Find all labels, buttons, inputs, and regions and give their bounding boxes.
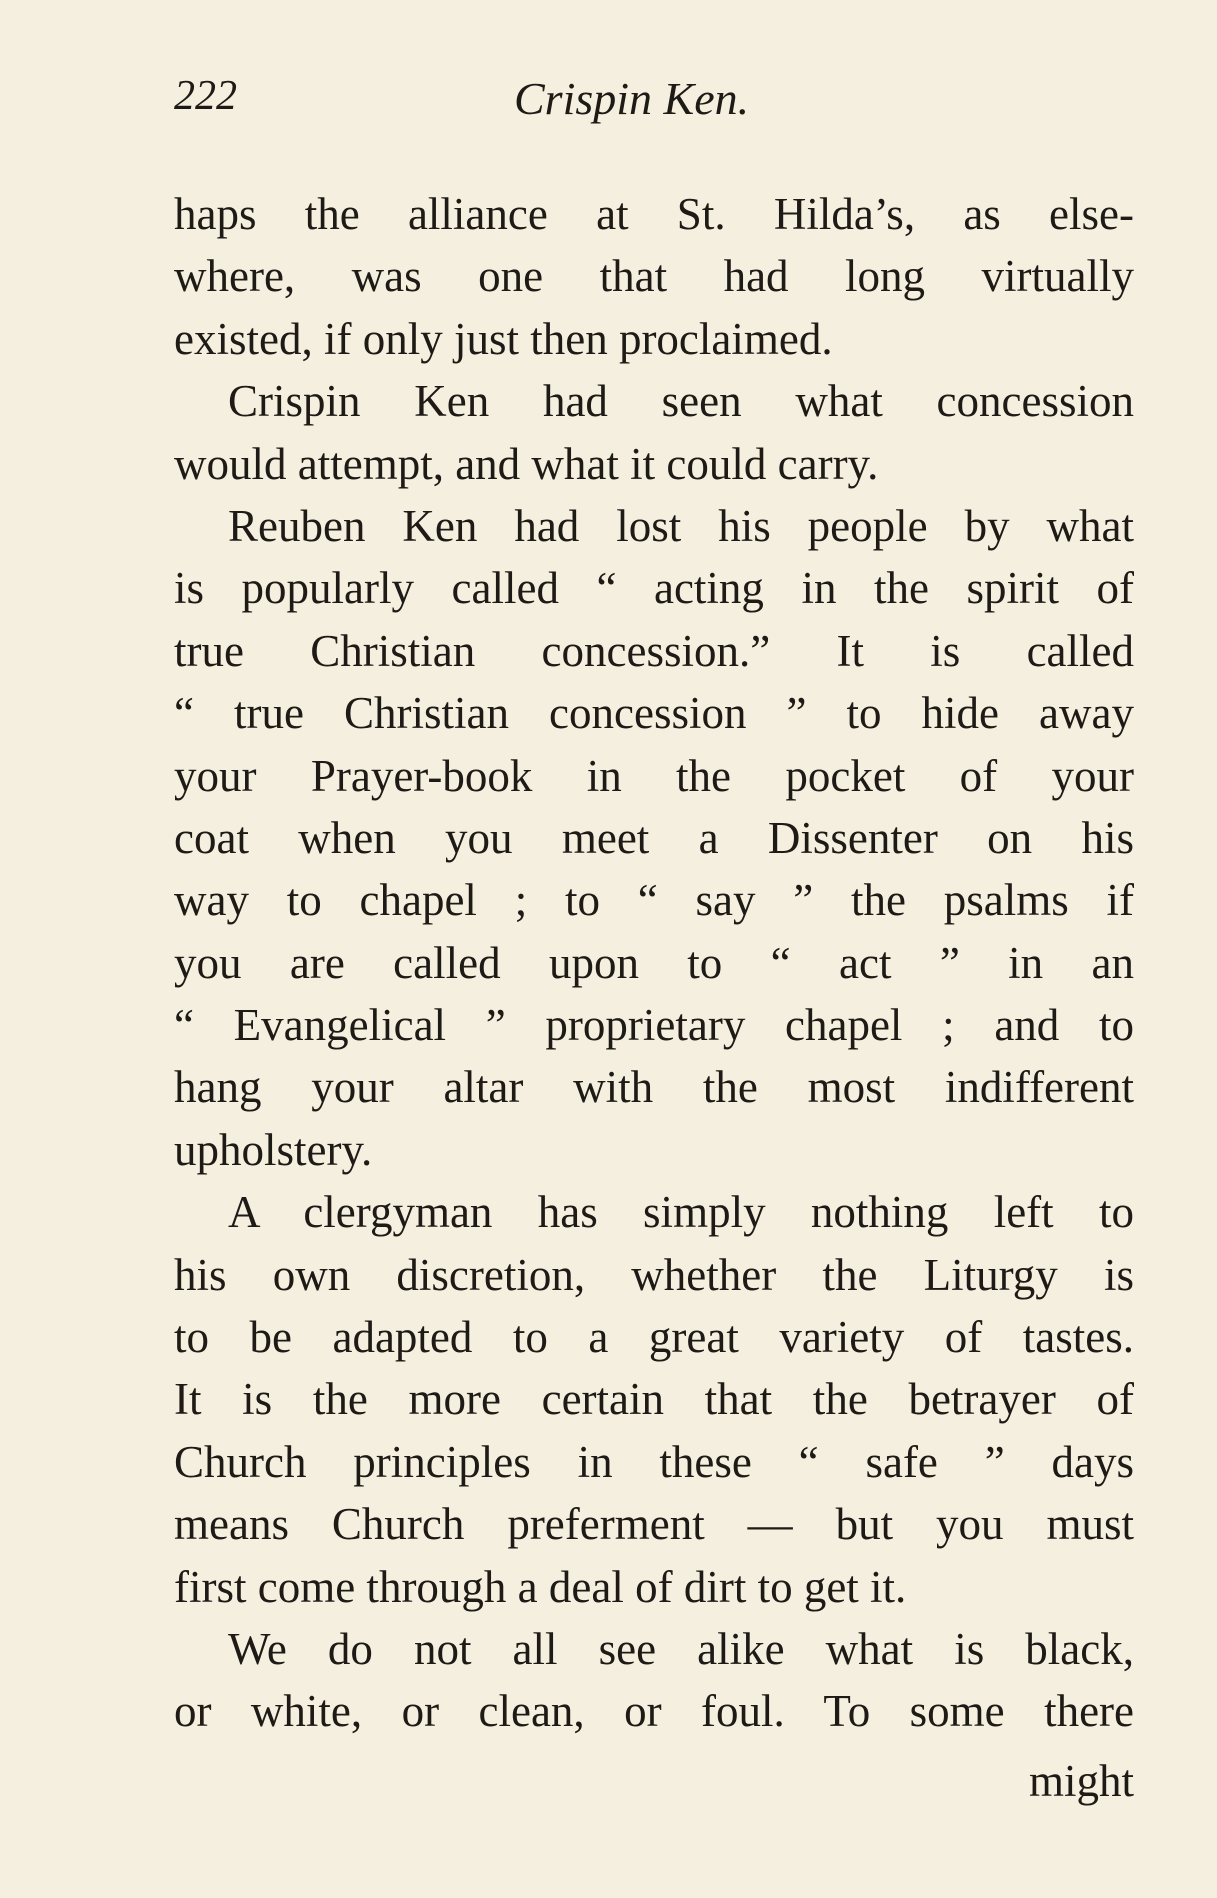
text-line: his own discretion, whether the Liturgy is — [174, 1249, 1134, 1300]
text-line: your Prayer-book in the pocket of your — [174, 750, 1134, 801]
text-line: Reuben Ken had lost his people by what — [228, 500, 1134, 551]
text-line: where, was one that had long virtually — [174, 251, 1134, 302]
text-line: to be adapted to a great variety of tastes. — [174, 1312, 1134, 1363]
text-line: Crispin Ken had seen what concession — [228, 376, 1134, 427]
text-line: you are called upon to “ act ” in an — [174, 937, 1134, 988]
text-line: or white, or clean, or foul. To some there — [174, 1686, 1134, 1737]
text-line: A clergyman has simply nothing left to — [228, 1187, 1134, 1238]
text-line: haps the alliance at St. Hilda’s, as else- — [174, 189, 1134, 239]
text-line: true Christian concession.” It is called — [174, 625, 1134, 676]
text-line: We do not all see alike what is black, — [228, 1623, 1134, 1674]
text-line: It is the more certain that the betrayer of — [174, 1374, 1134, 1425]
running-title: Crispin Ken. — [514, 73, 750, 124]
text-line: upholstery. — [174, 1124, 373, 1175]
text-line: first come through a deal of dirt to get it. — [174, 1561, 907, 1612]
body-text — [174, 183, 1134, 1743]
text-line: would attempt, and what it could carry. — [174, 438, 879, 489]
text-line: coat when you meet a Dissenter on his — [174, 812, 1134, 863]
text-line: Church principles in these “ safe ” days — [174, 1436, 1134, 1487]
text-line: way to chapel ; to “ say ” the psalms if — [174, 875, 1134, 926]
text-line: hang your altar with the most indifferent — [174, 1062, 1134, 1113]
text-line: “ Evangelical ” proprietary chapel ; and to — [174, 1000, 1134, 1051]
catchword: might — [1028, 1756, 1134, 1806]
text-line: existed, if only just then proclaimed. — [174, 313, 833, 364]
page-number: 222 — [174, 73, 237, 119]
text-line: is popularly called “ acting in the spirit of — [174, 563, 1134, 614]
text-line: means Church preferment — but you must — [174, 1499, 1134, 1550]
page-header — [174, 72, 1134, 142]
text-line: “ true Christian concession ” to hide away — [174, 688, 1134, 739]
